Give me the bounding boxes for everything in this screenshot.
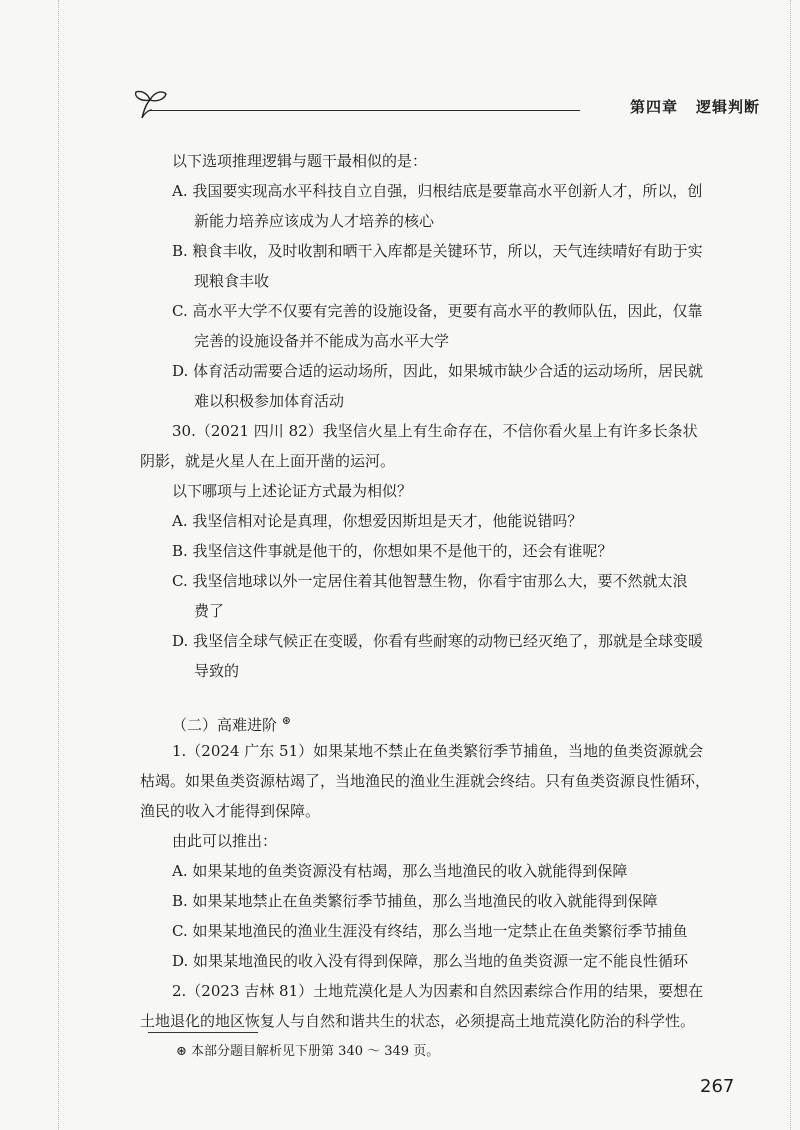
s1-line2: 枯竭。如果鱼类资源枯竭了，当地渔民的渔业生涯就会终结。只有鱼类资源良性循环，: [140, 772, 711, 790]
s1-option-a: A. 如果某地的鱼类资源没有枯竭，那么当地渔民的收入就能得到保障: [172, 862, 628, 880]
footnote-rule: [148, 1032, 258, 1033]
option-c-line2: 完善的设施设备并不能成为高水平大学: [194, 332, 450, 350]
page-edge-left: [58, 0, 61, 1130]
question-stem: 以下选项推理逻辑与题干最相似的是：: [172, 152, 428, 170]
q30-option-d-line2: 导致的: [194, 662, 240, 680]
question-30-line1: 30.（2021 四川 82）我坚信火星上有生命存在，不信你看火星上有许多长条状: [172, 422, 698, 440]
header-rule: [150, 110, 580, 111]
q30-option-d-line1: D. 我坚信全球气候正在变暖，你看有些耐寒的动物已经灭绝了，那就是全球变暖: [172, 632, 704, 650]
option-b-line2: 现粮食丰收: [194, 272, 270, 290]
s2-line1: 2.（2023 吉林 81）土地荒漠化是人为因素和自然因素综合作用的结果，要想在: [172, 982, 704, 1000]
page-edge-right: [790, 0, 793, 1130]
chapter-number: 第四章: [629, 98, 678, 116]
q30-option-c-line2: 费了: [194, 602, 225, 620]
option-c-line1: C. 高水平大学不仅要有完善的设施设备，更要有高水平的教师队伍，因此，仅靠: [172, 302, 703, 320]
page-number: 267: [700, 1076, 735, 1097]
q30-option-c-line1: C. 我坚信地球以外一定居住着其他智慧生物，你看宇宙那么大，要不然就太浪: [172, 572, 688, 590]
section-title: （二）高难进阶: [172, 716, 278, 734]
option-d-line1: D. 体育活动需要合适的运动场所，因此，如果城市缺少合适的运动场所，居民就: [172, 362, 704, 380]
s2-line2: 土地退化的地区恢复人与自然和谐共生的状态，必须提高土地荒漠化防治的科学性。: [140, 1012, 696, 1030]
s1-option-c: C. 如果某地渔民的渔业生涯没有终结，那么当地一定禁止在鱼类繁衍季节捕鱼: [172, 922, 688, 940]
q30-option-b: B. 我坚信这件事就是他干的，你想如果不是他干的，还会有谁呢？: [172, 542, 613, 560]
footnote-text: 本部分题目解析见下册第 340 ～ 349 页。: [191, 1044, 440, 1059]
s1-option-d: D. 如果某地渔民的收入没有得到保障，那么当地的鱼类资源一定不能良性循环: [172, 952, 689, 970]
s1-line3: 渔民的收入才能得到保障。: [140, 802, 321, 820]
footnote-medal-icon: ⊛: [176, 1044, 187, 1059]
footnote: [176, 1040, 439, 1059]
running-header: [130, 88, 770, 128]
medal-icon: ⊛: [281, 714, 292, 727]
option-a-line2: 新能力培养应该成为人才培养的核心: [194, 212, 435, 230]
option-b-line1: B. 粮食丰收，及时收割和晒干入库都是关键环节，所以，天气连续晴好有助于实: [172, 242, 703, 260]
s1-option-b: B. 如果某地禁止在鱼类繁衍季节捕鱼，那么当地渔民的收入就能得到保障: [172, 892, 658, 910]
question-30-line2: 阴影，就是火星人在上面开凿的运河。: [140, 452, 396, 470]
main-text: [140, 146, 760, 1036]
chapter-title: 逻辑判断: [695, 98, 760, 116]
sprout-icon: [130, 88, 180, 122]
s1-line1: 1.（2024 广东 51）如果某地不禁止在鱼类繁衍季节捕鱼，当地的鱼类资源就会: [172, 742, 704, 760]
chapter-heading: [612, 96, 760, 117]
q30-option-a: A. 我坚信相对论是真理，你想爱因斯坦是天才，他能说错吗？: [172, 512, 583, 530]
question-30-stem: 以下哪项与上述论证方式最为相似？: [172, 482, 413, 500]
section-heading: [140, 706, 760, 736]
option-d-line2: 难以积极参加体育活动: [194, 392, 345, 410]
s1-stem: 由此可以推出：: [172, 832, 278, 850]
option-a-line1: A. 我国要实现高水平科技自立自强，归根结底是要靠高水平创新人才，所以，创: [172, 182, 703, 200]
